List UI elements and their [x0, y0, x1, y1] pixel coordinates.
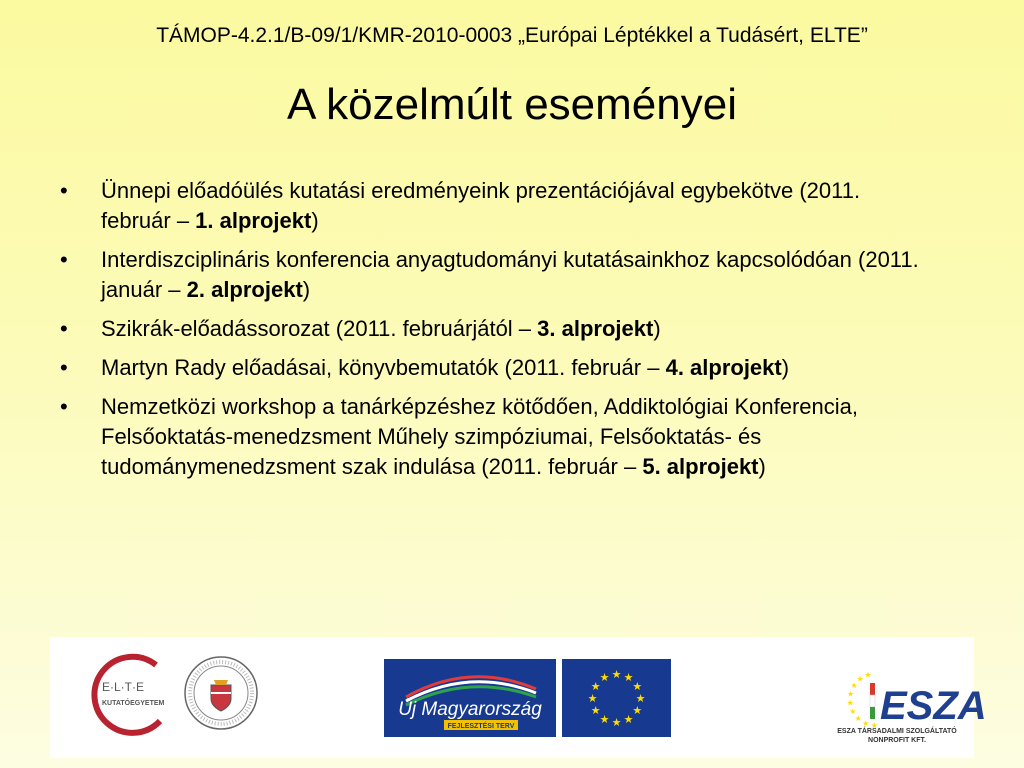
event-list [60, 176, 930, 491]
event-text: Interdiszciplináris konferencia anyagtudományi kutatásainkhoz kapcsolódóan (2011. január – [101, 247, 919, 302]
event-item [60, 392, 930, 482]
eu-star-icon: ★ [611, 717, 622, 729]
event-close: ) [653, 316, 661, 341]
event-close: ) [302, 277, 311, 302]
eu-star-icon: ★ [632, 705, 643, 717]
elte-subtitle: KUTATÓEGYETEM [102, 700, 165, 707]
eu-star-icon: ★ [635, 693, 646, 705]
esza-name: ESZA [880, 684, 987, 728]
university-seal-icon [183, 655, 259, 731]
event-close: ) [758, 454, 766, 479]
elte-arc-icon [94, 657, 160, 733]
event-text: Szikrák-előadássorozat (2011. februárjától – [101, 316, 538, 341]
event-item [60, 314, 930, 344]
eu-star-icon: ★ [587, 693, 598, 705]
fejlesztesi-terv-text: FEJLESZTÉSI TERV [447, 723, 515, 730]
esza-star-icon: ★ [846, 698, 854, 708]
event-text: Martyn Rady előadásai, könyvbemutatók (2011. február – [101, 355, 666, 380]
eu-flag-icon [562, 659, 671, 737]
event-item [60, 176, 930, 236]
event-text: Nemzetközi workshop a tanárképzéshez kötődően, Addiktológiai Konferencia, Felsőoktatás-menedzsment Műhely szimpóziumai, Felsőoktatás- és tudománymenedzsment szak indulása (2011. február – [101, 394, 859, 479]
event-subproject: 3. alprojekt [537, 316, 654, 341]
project-header: TÁMOP-4.2.1/B-09/1/KMR-2010-0003 „Európai Léptékkel a Tudásért, ELTE” [156, 24, 868, 47]
event-item [60, 353, 930, 383]
esza-star-icon: ★ [850, 681, 858, 691]
eu-star-icon: ★ [611, 669, 622, 681]
eu-star-icon: ★ [590, 681, 601, 693]
eu-star-icon: ★ [590, 705, 601, 717]
eu-star-icon: ★ [599, 672, 610, 685]
event-item [60, 245, 930, 305]
esza-star-icon: ★ [864, 670, 872, 680]
eu-star-icon: ★ [599, 713, 610, 726]
esza-subtitle-1: ESZA TÁRSADALMI SZOLGÁLTATÓ [837, 728, 957, 735]
uj-magyarorszag-text: Új Magyarország [398, 699, 542, 720]
elte-letters: E·L·T·E [102, 680, 144, 694]
esza-star-icon: ★ [847, 689, 855, 699]
event-subproject: 1. alprojekt [195, 208, 312, 233]
event-close: ) [781, 355, 790, 380]
sponsor-logo-strip [50, 637, 987, 758]
slide-title: A közelmúlt eseményei [287, 80, 737, 129]
eu-star-icon: ★ [632, 681, 643, 693]
esza-star-icon: ★ [856, 674, 864, 684]
event-close: ) [311, 208, 319, 233]
event-text: Ünnepi előadóülés kutatási eredményeink prezentációjával egybekötve (2011. február – [101, 178, 861, 233]
event-subproject: 5. alprojekt [642, 454, 759, 479]
event-subproject: 4. alprojekt [665, 355, 782, 380]
uj-magyarorszag-logo [384, 659, 556, 737]
eu-star-icon: ★ [623, 672, 634, 685]
esza-subtitle-2: NONPROFIT KFT. [868, 737, 926, 744]
esza-star-icon: ★ [849, 706, 857, 716]
esza-star-icon: ★ [862, 718, 870, 728]
event-subproject: 2. alprojekt [186, 277, 303, 302]
esza-logo [837, 653, 987, 745]
eu-star-icon: ★ [623, 713, 634, 726]
esza-star-icon: ★ [854, 713, 862, 723]
elte-logo [90, 651, 178, 739]
esza-star-icon: ★ [870, 720, 878, 730]
